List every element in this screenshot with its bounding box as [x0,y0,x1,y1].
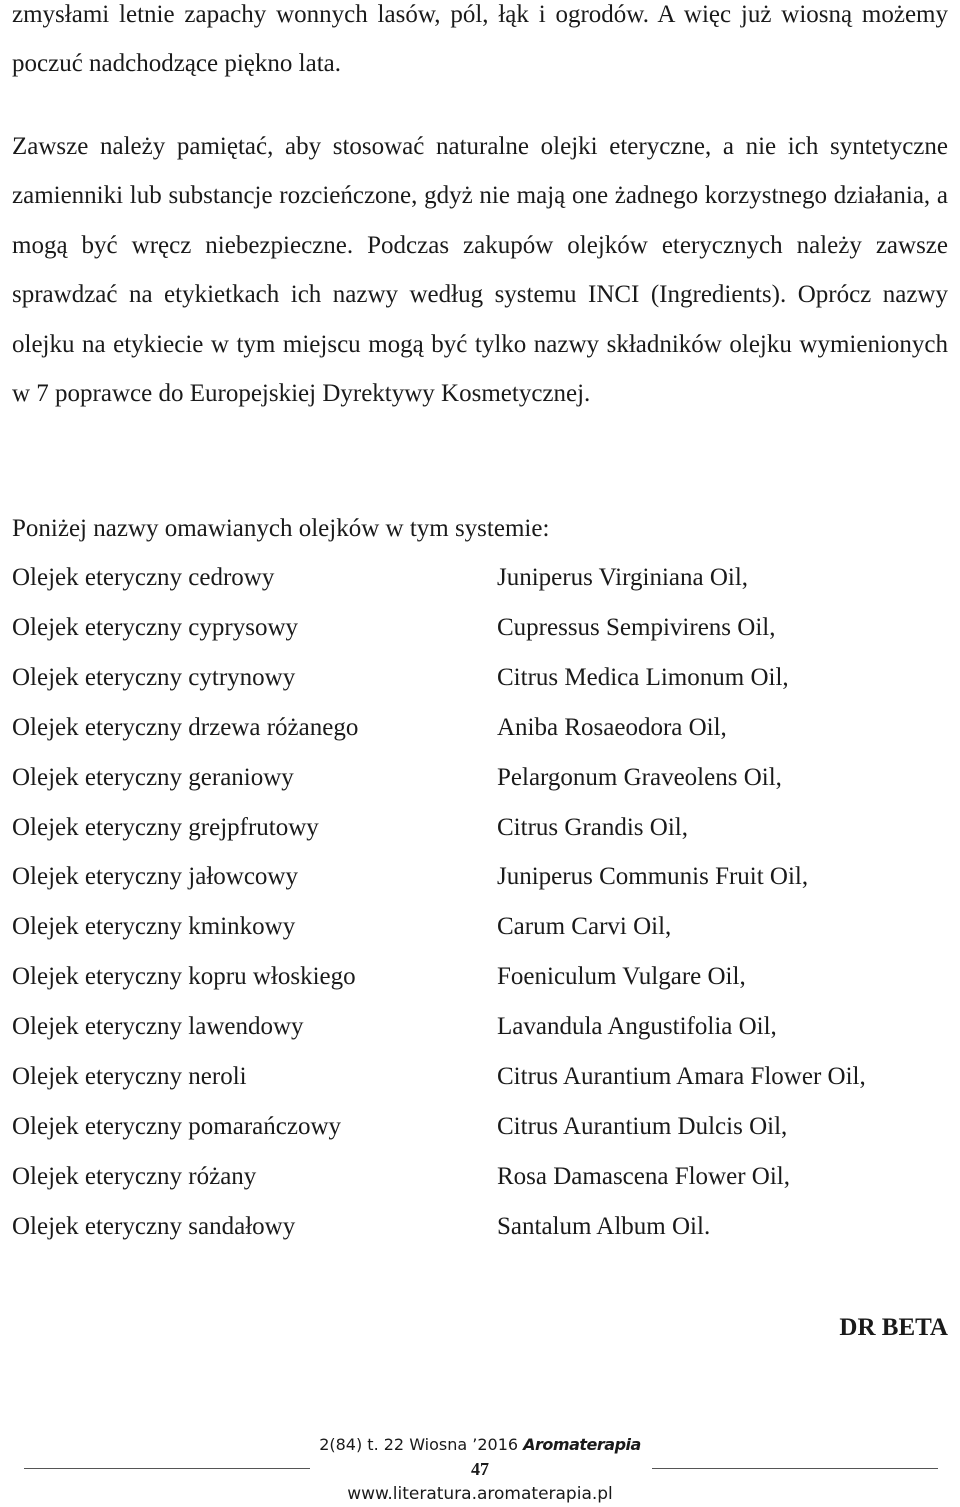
oil-row [12,1207,948,1247]
oil-row [12,1007,948,1047]
oil-polish-name: Olejek eteryczny geraniowy [12,763,294,791]
oil-row [12,758,948,798]
oil-row [12,708,948,748]
oil-polish-name: Olejek eteryczny kminkowy [12,913,296,941]
oil-polish-name: Olejek eteryczny grejpfrutowy [12,813,319,841]
oil-row [12,808,948,848]
oil-row [12,857,948,897]
oil-polish-name: Olejek eteryczny jałowcowy [12,863,298,891]
oil-row [12,658,948,698]
oil-inci-name: Citrus Aurantium Dulcis Oil, [497,1112,788,1140]
oil-inci-name: Foeniculum Vulgare Oil, [497,963,746,991]
oil-polish-name: Olejek eteryczny różany [12,1162,257,1190]
oil-row [12,1157,948,1197]
oil-row [12,907,948,947]
oil-polish-name: Olejek eteryczny pomarańczowy [12,1112,342,1140]
oil-row [12,558,948,598]
oil-inci-name: Rosa Damascena Flower Oil, [497,1162,790,1190]
oil-polish-name: Olejek eteryczny drzewa różanego [12,713,359,741]
oil-inci-name: Carum Carvi Oil, [497,913,672,941]
oil-polish-name: Olejek eteryczny cyprysowy [12,613,298,641]
oil-polish-name: Olejek eteryczny cedrowy [12,564,275,591]
oil-polish-name: Olejek eteryczny kopru włoskiego [12,963,356,991]
page-number: 47 [471,1459,489,1479]
oil-inci-name: Citrus Grandis Oil, [497,813,688,841]
oil-polish-name: Olejek eteryczny sandałowy [12,1212,296,1240]
oil-polish-name: Olejek eteryczny lawendowy [12,1013,304,1041]
footer-url: www.literatura.aromaterapia.pl [347,1484,613,1504]
oil-list-intro: Poniżej nazwy omawianych olejków w tym systemie: [12,515,550,542]
oil-inci-name: Citrus Medica Limonum Oil, [497,663,789,691]
oil-row [12,1107,948,1147]
oil-inci-name: Juniperus Virginiana Oil, [497,564,749,591]
oil-row [12,1057,948,1097]
footer-issue-line [0,1433,960,1457]
oil-inci-name: Citrus Aurantium Amara Flower Oil, [497,1063,866,1090]
brand-name: Aromaterapia [523,1435,641,1454]
issue-info: 2(84) t. 22 Wiosna ’2016 [319,1435,519,1454]
intro-paragraph-continued: zmysłami letnie zapachy wonnych lasów, pól, łąk i ogrodów. A więc już wiosną możemy poczuć nadchodzące piękno lata. [12,1,948,78]
oil-polish-name: Olejek eteryczny cytrynowy [12,663,296,691]
oil-inci-name: Pelargonum Graveolens Oil, [497,763,782,791]
oil-row [12,608,948,648]
oil-inci-name: Lavandula Angustifolia Oil, [497,1013,777,1041]
author-signature: DR BETA [839,1314,948,1341]
inci-paragraph: Zawsze należy pamiętać, aby stosować naturalne olejki eteryczne, a nie ich syntetyczne zamienniki lub substancje rozcieńczone, gdyż nie mają one żadnego korzystnego działania, a mogą być wręcz niebezpieczne. Podczas zakupów olejków eterycznych należy zawsze sprawdzać na etykietkach ich nazwy według systemu INCI (Ingredients). Oprócz nazwy olejku na etykiecie w tym miejscu mogą być tylko nazwy składników olejku wymienionych w 7 poprawce do Europejskiej Dyrektywy Kosmetycznej. [12,133,948,408]
oil-inci-name: Cupressus Sempivirens Oil, [497,613,776,641]
oil-inci-name: Juniperus Communis Fruit Oil, [497,863,809,891]
oil-inci-name: Aniba Rosaeodora Oil, [497,713,727,741]
oil-inci-name: Santalum Album Oil. [497,1212,711,1240]
oil-row [12,957,948,997]
oil-polish-name: Olejek eteryczny neroli [12,1063,247,1090]
